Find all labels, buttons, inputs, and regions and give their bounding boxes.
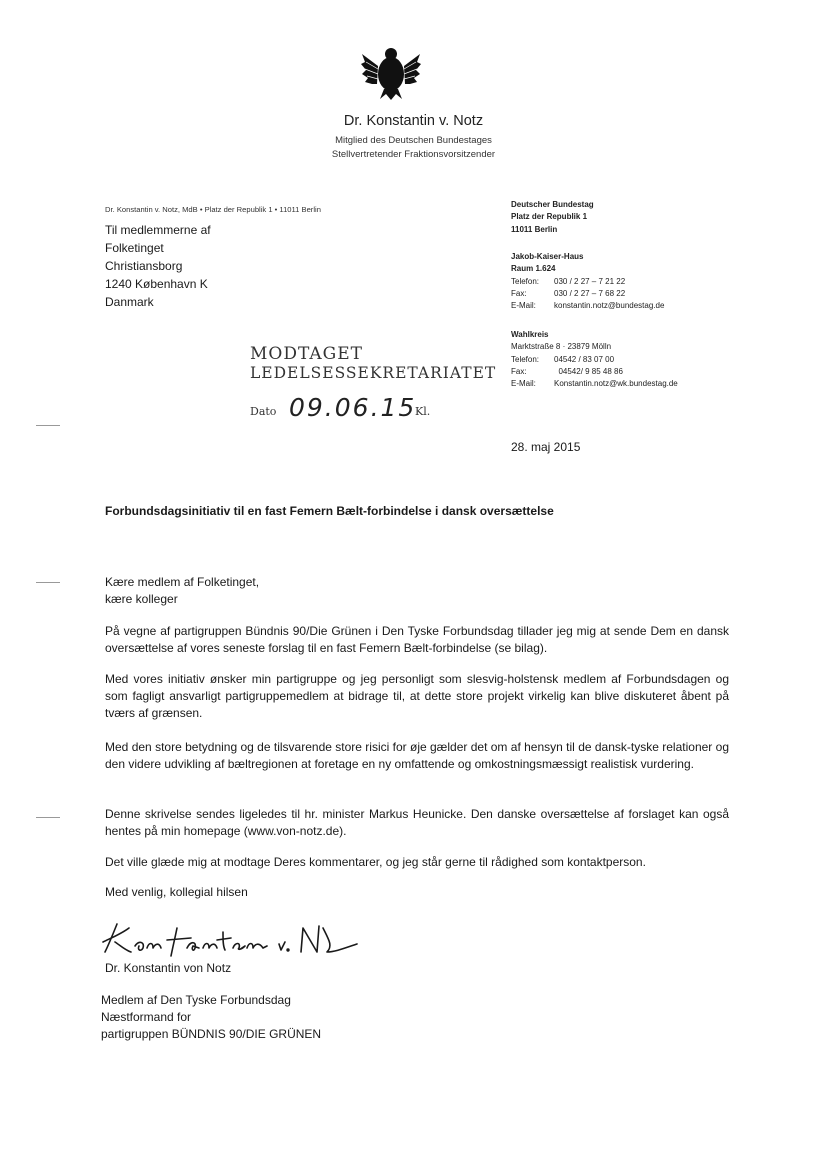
body-paragraph: Det ville glæde mig at modtage Deres kommentarer, og jeg står gerne til rådighed som kontaktperson. [105, 855, 646, 869]
fold-mark [36, 817, 60, 818]
wahlkreis-contact-table [511, 354, 678, 391]
salutation [105, 574, 729, 608]
body-paragraph: Med den store betydning og de tilsvarende store risici for øje gælder det om af hensyn til de dansk-tyske relationer og den videre udvikling af bæltregionen at foretage en ny omfattende og omkostningsmæssigt realistisk vurdering. [105, 740, 729, 771]
contact-row [511, 300, 664, 312]
contact-value: konstantin.notz@bundestag.de [554, 301, 665, 311]
signer-title-line: Medlem af Den Tyske Forbundsdag [101, 993, 291, 1007]
recipient-line: Christiansborg [105, 259, 183, 273]
received-stamp [250, 345, 496, 383]
contact-office [511, 251, 664, 312]
office-building: Jakob-Kaiser-Haus [511, 252, 584, 261]
contact-wahlkreis [511, 329, 678, 390]
handwritten-signature [95, 912, 365, 962]
contact-label: E-Mail: [511, 379, 536, 389]
contact-row [511, 378, 678, 390]
fold-mark [36, 425, 60, 426]
recipient-line: Danmark [105, 295, 154, 309]
contact-row [511, 288, 664, 300]
office-contact-table [511, 276, 664, 313]
letter-date: 28. maj 2015 [511, 440, 581, 454]
contact-label: Fax: [511, 366, 527, 376]
sender-return-address: Dr. Konstantin v. Notz, MdB • Platz der Republik 1 • 11011 Berlin [105, 205, 321, 214]
signer-title [101, 992, 321, 1043]
contact-row [511, 354, 678, 366]
stamp-dato-label: Dato [250, 405, 277, 418]
stamp-handwritten-date: 09.06.15 [289, 393, 417, 422]
contact-berlin [511, 199, 594, 236]
signer-name: Dr. Konstantin von Notz [105, 961, 232, 975]
contact-row [511, 276, 664, 288]
contact-value: Konstantin.notz@wk.bundestag.de [554, 379, 678, 389]
recipient-line: Folketinget [105, 241, 164, 255]
body-paragraph: På vegne af partigruppen Bündnis 90/Die Grünen i Den Tyske Forbundsdag tillader jeg mig at sende Dem en dansk oversættelse af vores seneste forslag til en fast Femern Bælt-forbindelse (se bilag). [105, 624, 729, 655]
contact-value: 04542/ 9 85 48 86 [554, 366, 623, 376]
stamp-line-2: LEDELSESSEKRETARIATET [250, 364, 497, 382]
contact-value: 04542 / 83 07 00 [554, 354, 615, 364]
contact-value: 030 / 2 27 – 7 21 22 [554, 276, 626, 286]
signer-title-line: partigruppen BÜNDNIS 90/DIE GRÜNEN [101, 1027, 322, 1041]
recipient-line: Til medlemmerne af [105, 223, 211, 237]
stamp-line-1: MODTAGET [250, 344, 363, 364]
salutation-line: Kære medlem af Folketinget, [105, 575, 260, 589]
contact-label: Telefon: [511, 354, 540, 364]
letterhead-subtitle-1: Mitglied des Deutschen Bundestages [335, 135, 492, 146]
letterhead-name: Dr. Konstantin v. Notz [343, 113, 484, 129]
wahlkreis-title: Wahlkreis [511, 330, 549, 339]
recipient-address [105, 221, 211, 311]
office-room: Raum 1.624 [511, 264, 556, 274]
signer-title-line: Næstformand for [101, 1010, 192, 1024]
contact-label: E-Mail: [511, 301, 536, 311]
salutation-line: kære kolleger [105, 592, 178, 606]
recipient-line: 1240 København K [105, 277, 208, 291]
letter-subject: Forbundsdagsinitiativ til en fast Femern Bælt-forbindelse i dansk oversættelse [105, 504, 554, 518]
letterhead-subtitle-2: Stellvertretender Fraktionsvorsitzender [331, 149, 496, 160]
bundestag-eagle-icon [360, 44, 422, 100]
fold-mark [36, 582, 60, 583]
contact-label: Telefon: [511, 276, 540, 286]
contact-berlin-line: 11011 Berlin [511, 224, 558, 234]
contact-label: Fax: [511, 288, 527, 298]
body-paragraph: Denne skrivelse sendes ligeledes til hr. minister Markus Heunicke. Den danske oversættelse af forslaget kan også hentes på min homepage (www.von-notz.de). [105, 807, 729, 838]
body-paragraph: Med vores initiativ ønsker min partigruppe og jeg personligt som slesvig-holstensk medlem af Forbundsdagen og som fagligt ansvarligt partigruppemedlem at bidrage til, at dette store projekt virkelig kan blive diskuteret åbent på tværs af grænsen. [105, 672, 729, 720]
contact-value: 030 / 2 27 – 7 68 22 [554, 288, 626, 298]
contact-berlin-line: Platz der Republik 1 [511, 212, 588, 222]
contact-row [511, 366, 678, 378]
stamp-kl-label: Kl. [415, 405, 431, 418]
wahlkreis-address: Marktstraße 8 · 23879 Mölln [511, 342, 612, 352]
closing: Med venlig, kollegial hilsen [105, 885, 248, 899]
contact-berlin-line: Deutscher Bundestag [511, 200, 594, 209]
